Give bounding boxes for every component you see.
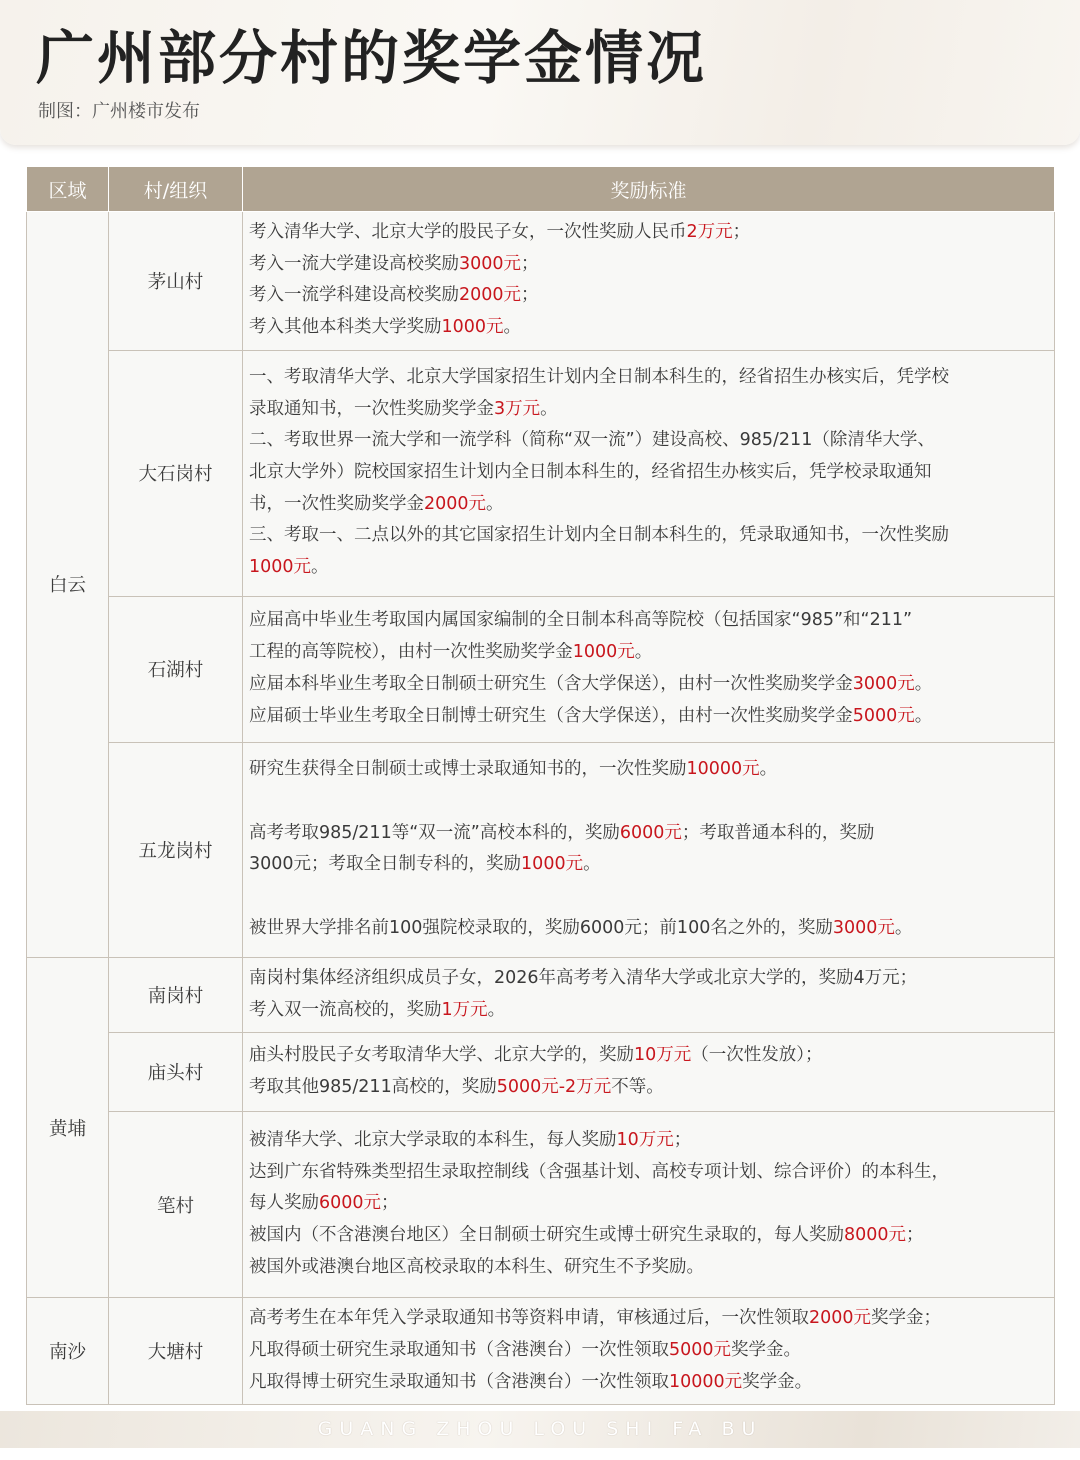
reward-text: 。 bbox=[486, 493, 504, 514]
reward-text: 三、考取一、二点以外的其它国家招生计划内全日制本科生的，凭录取通知书，一次性奖励 bbox=[249, 525, 949, 546]
table-row bbox=[27, 1112, 1055, 1298]
reward-text: 应届硕士毕业生考取全日制博士研究生（含大学保送），由村一次性奖励奖学金 bbox=[249, 705, 853, 726]
reward-line bbox=[249, 1072, 1048, 1104]
village-cell: 大塘村 bbox=[109, 1298, 243, 1405]
region-cell-nansha: 南沙 bbox=[27, 1298, 109, 1405]
reward-line bbox=[249, 217, 1048, 249]
highlighted-amount: 3万元 bbox=[494, 398, 541, 419]
reward-text: ； bbox=[521, 253, 539, 274]
table-row bbox=[27, 1033, 1055, 1112]
reward-line bbox=[249, 701, 1048, 733]
highlighted-amount: 1000元 bbox=[521, 854, 584, 875]
reward-text: 庙头村股民子女考取清华大学、北京大学的，奖励 bbox=[249, 1045, 634, 1066]
reward-text: 。 bbox=[503, 317, 522, 338]
table-row bbox=[27, 350, 1055, 596]
reward-line bbox=[249, 425, 1048, 457]
reward-line bbox=[249, 1125, 1048, 1157]
reward-line bbox=[249, 552, 1048, 584]
reward-line bbox=[249, 489, 1048, 521]
reward-line bbox=[249, 520, 1048, 552]
reward-text: 工程的高等院校），由村一次性奖励奖学金 bbox=[249, 642, 573, 663]
reward-text: 。 bbox=[634, 642, 653, 663]
village-cell: 石湖村 bbox=[109, 596, 243, 742]
reward-text: 研究生获得全日制硕士或博士录取通知书的，一次性奖励 bbox=[249, 758, 687, 779]
reward-line bbox=[249, 913, 1048, 945]
reward-line bbox=[249, 1220, 1048, 1252]
reward-text: 奖学金。 bbox=[742, 1371, 813, 1392]
reward-detail-cell bbox=[243, 742, 1055, 957]
reward-line bbox=[249, 457, 1048, 489]
reward-detail-cell bbox=[243, 957, 1055, 1032]
reward-line bbox=[249, 280, 1048, 312]
reward-text: 考入清华大学、北京大学的股民子女，一次性奖励人民币 bbox=[249, 222, 687, 242]
reward-line bbox=[249, 1367, 1048, 1399]
village-cell: 茅山村 bbox=[109, 212, 243, 351]
reward-text: 考入双一流高校的，奖励 bbox=[249, 999, 442, 1020]
reward-text: 应届本科毕业生考取全日制硕士研究生（含大学保送），由村一次性奖励奖学金 bbox=[249, 673, 853, 694]
reward-text: 。 bbox=[487, 999, 506, 1020]
scholarship-table bbox=[26, 166, 1055, 1405]
page-header bbox=[0, 0, 1080, 145]
region-cell-huangpu: 黄埔 bbox=[27, 957, 109, 1297]
table-row bbox=[27, 957, 1055, 1032]
highlighted-amount: 2万元 bbox=[686, 222, 733, 242]
reward-text: 奖学金； bbox=[871, 1308, 942, 1329]
reward-text: 达到广东省特殊类型招生录取控制线（含强基计划、高校专项计划、综合评价）的本科生， bbox=[249, 1161, 949, 1182]
table-row bbox=[27, 1298, 1055, 1405]
reward-text: 凡取得硕士研究生录取通知书（含港澳台）一次性领取 bbox=[249, 1339, 669, 1360]
reward-line bbox=[249, 249, 1048, 281]
reward-text: 。 bbox=[759, 758, 778, 779]
reward-line bbox=[249, 963, 1048, 995]
footer-watermark: GUANG ZHOU LOU SHI FA BU bbox=[0, 1411, 1080, 1448]
reward-text: 二、考取世界一流大学和一流学科（简称“双一流”）建设高校、985/211（除清华大学、 bbox=[249, 430, 935, 451]
reward-line bbox=[249, 312, 1048, 344]
reward-text: 应届高中毕业生考取国内属国家编制的全日制本科高等院校（包括国家“985”和“211” bbox=[249, 610, 913, 631]
reward-line bbox=[249, 1188, 1048, 1220]
page-title: 广州部分村的奖学金情况 bbox=[36, 24, 708, 92]
reward-line bbox=[249, 1040, 1048, 1072]
reward-line bbox=[249, 995, 1048, 1027]
reward-text: 不等。 bbox=[611, 1076, 664, 1097]
reward-line bbox=[249, 1252, 1048, 1284]
reward-detail-cell bbox=[243, 212, 1055, 351]
reward-text: 一、考取清华大学、北京大学国家招生计划内全日制本科生的，经省招生办核实后，凭学校 bbox=[249, 366, 949, 387]
highlighted-amount: 1000元 bbox=[249, 557, 312, 578]
column-header-region: 区域 bbox=[27, 167, 109, 212]
reward-text: ；考取普通本科的，奖励 bbox=[681, 822, 875, 843]
reward-line bbox=[249, 362, 1048, 394]
reward-text: 每人奖励 bbox=[249, 1193, 319, 1214]
reward-text: 。 bbox=[311, 557, 329, 578]
highlighted-amount: 6000元 bbox=[319, 1193, 382, 1214]
table-row bbox=[27, 742, 1055, 957]
reward-line bbox=[249, 1157, 1048, 1189]
highlighted-amount: 5000元 bbox=[852, 705, 915, 726]
reward-text: ； bbox=[521, 285, 539, 306]
reward-text: 考入其他本科类大学奖励 bbox=[249, 317, 442, 338]
highlighted-amount: 1万元 bbox=[441, 999, 488, 1020]
highlighted-amount: 8000元 bbox=[844, 1225, 907, 1246]
reward-text: 被国外或港澳台地区高校录取的本科生、研究生不予奖励。 bbox=[249, 1256, 704, 1277]
highlighted-amount: 2000元 bbox=[809, 1308, 872, 1329]
village-cell: 笔村 bbox=[109, 1112, 243, 1298]
reward-detail-cell bbox=[243, 350, 1055, 596]
reward-line bbox=[249, 605, 1048, 637]
reward-line bbox=[249, 849, 1048, 881]
highlighted-amount: 5000元-2万元 bbox=[496, 1076, 612, 1097]
reward-text: 。 bbox=[583, 854, 601, 875]
reward-text: 凡取得博士研究生录取通知书（含港澳台）一次性领取 bbox=[249, 1371, 669, 1392]
reward-text: 3000元；考取全日制专科的，奖励 bbox=[249, 854, 522, 875]
highlighted-amount: 1000元 bbox=[441, 317, 504, 338]
column-header-village: 村/组织 bbox=[109, 167, 243, 212]
reward-line bbox=[249, 1335, 1048, 1367]
highlighted-amount: 10000元 bbox=[669, 1371, 743, 1392]
highlighted-amount: 10000元 bbox=[686, 758, 760, 779]
reward-text: 被世界大学排名前100强院校录取的，奖励6000元；前100名之外的，奖励 bbox=[249, 918, 833, 939]
highlighted-amount: 3000元 bbox=[852, 673, 915, 694]
highlighted-amount: 10万元 bbox=[634, 1045, 692, 1066]
reward-detail-cell bbox=[243, 1112, 1055, 1298]
reward-line bbox=[249, 754, 1048, 786]
highlighted-amount: 2000元 bbox=[459, 285, 522, 306]
table-row bbox=[27, 596, 1055, 742]
village-cell: 五龙岗村 bbox=[109, 742, 243, 957]
reward-text: 被清华大学、北京大学录取的本科生，每人奖励 bbox=[249, 1129, 617, 1150]
reward-text: 高考考取985/211等“双一流”高校本科的，奖励 bbox=[249, 822, 620, 843]
reward-text: 考入一流大学建设高校奖励 bbox=[249, 253, 459, 274]
highlighted-amount: 3000元 bbox=[832, 918, 895, 939]
reward-text: ； bbox=[906, 1225, 924, 1246]
village-cell: 庙头村 bbox=[109, 1033, 243, 1112]
reward-text: 被国内（不含港澳台地区）全日制硕士研究生或博士研究生录取的，每人奖励 bbox=[249, 1225, 844, 1246]
reward-text: 录取通知书，一次性奖励奖学金 bbox=[249, 398, 494, 419]
reward-detail-cell bbox=[243, 596, 1055, 742]
highlighted-amount: 3000元 bbox=[459, 253, 522, 274]
reward-line bbox=[249, 637, 1048, 669]
reward-line bbox=[249, 818, 1048, 850]
reward-text: 书，一次性奖励奖学金 bbox=[249, 493, 424, 514]
reward-text: 。 bbox=[540, 398, 558, 419]
reward-line bbox=[249, 394, 1048, 426]
reward-text: 南岗村集体经济组织成员子女，2026年高考考入清华大学或北京大学的，奖励4万元； bbox=[249, 967, 918, 988]
reward-text: ； bbox=[673, 1129, 692, 1150]
reward-text: ； bbox=[381, 1193, 399, 1214]
page-subtitle: 制图：广州楼市发布 bbox=[38, 101, 200, 122]
reward-text: 北京大学外）院校国家招生计划内全日制本科生的，经省招生办核实后，凭学校录取通知 bbox=[249, 461, 932, 482]
village-cell: 南岗村 bbox=[109, 957, 243, 1032]
highlighted-amount: 1000元 bbox=[572, 642, 635, 663]
reward-detail-cell bbox=[243, 1298, 1055, 1405]
column-header-standard: 奖励标准 bbox=[243, 167, 1055, 212]
reward-text: ； bbox=[732, 222, 751, 242]
line-gap bbox=[249, 786, 1048, 818]
highlighted-amount: 5000元 bbox=[669, 1339, 732, 1360]
line-gap bbox=[249, 881, 1048, 913]
reward-line bbox=[249, 669, 1048, 701]
reward-line bbox=[249, 1303, 1048, 1335]
region-cell-baiyun: 白云 bbox=[27, 212, 109, 958]
reward-text: 高考考生在本年凭入学录取通知书等资料申请，审核通过后，一次性领取 bbox=[249, 1308, 809, 1329]
table-row bbox=[27, 212, 1055, 351]
table-header-row bbox=[27, 167, 1055, 212]
reward-text: 奖学金。 bbox=[731, 1339, 802, 1360]
highlighted-amount: 10万元 bbox=[616, 1129, 674, 1150]
reward-text: 。 bbox=[894, 918, 913, 939]
reward-text: （一次性发放）； bbox=[691, 1045, 823, 1066]
reward-text: 考入一流学科建设高校奖励 bbox=[249, 285, 459, 306]
reward-text: 考取其他985/211高校的，奖励 bbox=[249, 1076, 497, 1097]
reward-detail-cell bbox=[243, 1033, 1055, 1112]
village-cell: 大石岗村 bbox=[109, 350, 243, 596]
highlighted-amount: 6000元 bbox=[619, 822, 682, 843]
reward-text: 。 bbox=[914, 673, 933, 694]
reward-text: 。 bbox=[914, 705, 933, 726]
highlighted-amount: 2000元 bbox=[424, 493, 487, 514]
